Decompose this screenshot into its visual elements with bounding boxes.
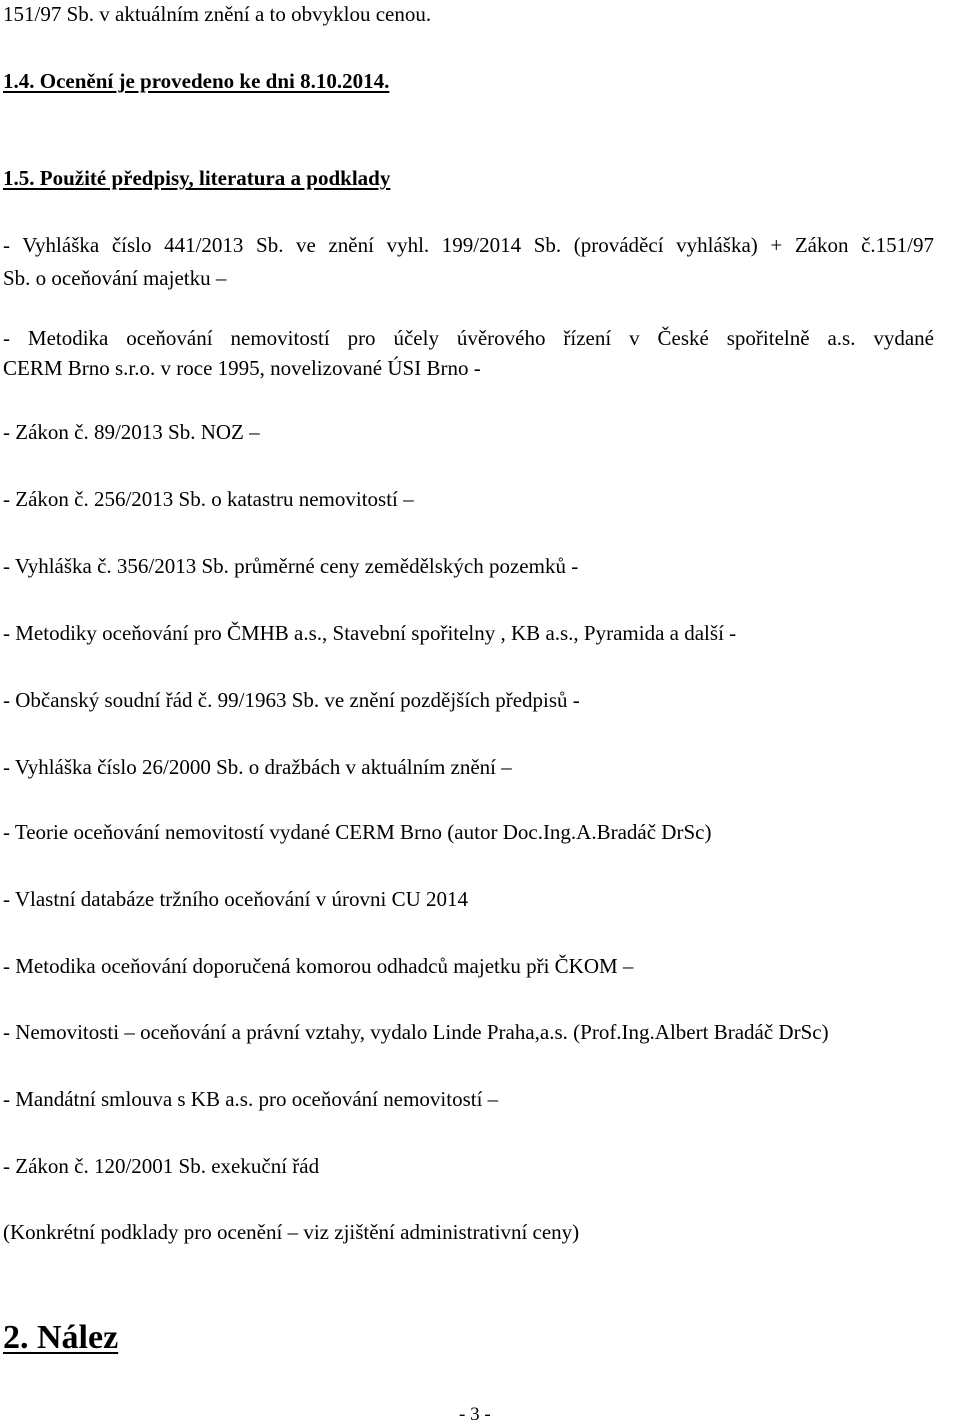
source-item-line: - Metodika oceňování doporučená komorou odhadců majetku při ČKOM – <box>3 954 634 978</box>
source-item-line: - Vyhláška č. 356/2013 Sb. průměrné ceny zemědělských pozemků - <box>3 554 579 578</box>
intro-line: 151/97 Sb. v aktuálním znění a to obvyklou cenou. <box>3 2 432 26</box>
source-item-line: - Mandátní smlouva s KB a.s. pro oceňování nemovitostí – <box>3 1087 499 1111</box>
source-item-line: - Vyhláška číslo 441/2013 Sb. ve znění vyhl. 199/2014 Sb. (prováděcí vyhláška) + Zákon č.151/97 <box>3 233 934 257</box>
source-item-line: - Nemovitosti – oceňování a právní vztahy, vydalo Linde Praha,a.s. (Prof.Ing.Albert Bradáč DrSc) <box>3 1020 829 1044</box>
section-1-5-heading: 1.5. Použité předpisy, literatura a podklady <box>3 166 391 190</box>
source-item-line: CERM Brno s.r.o. v roce 1995, novelizované ÚSI Brno - <box>3 356 481 380</box>
source-item-line: - Zákon č. 120/2001 Sb. exekuční řád <box>3 1154 320 1178</box>
source-item-line: - Metodiky oceňování pro ČMHB a.s., Stavební spořitelny , KB a.s., Pyramida a další - <box>3 621 737 645</box>
source-item-line: - Zákon č. 256/2013 Sb. o katastru nemovitostí – <box>3 487 414 511</box>
source-item-line: - Vlastní databáze tržního oceňování v úrovni CU 2014 <box>3 887 468 911</box>
page-number: - 3 - <box>459 1404 491 1425</box>
source-item-line: - Metodika oceňování nemovitostí pro účely úvěrového řízení v České spořitelně a.s. vydané <box>3 326 934 350</box>
source-note: (Konkrétní podklady pro ocenění – viz zjištění administrativní ceny) <box>3 1220 580 1244</box>
section-2-heading: 2. Nález <box>3 1319 119 1356</box>
source-item-line: - Vyhláška číslo 26/2000 Sb. o dražbách v aktuálním znění – <box>3 755 512 779</box>
source-item-line: Sb. o oceňování majetku – <box>3 266 227 290</box>
source-item-line: - Teorie oceňování nemovitostí vydané CERM Brno (autor Doc.Ing.A.Bradáč DrSc) <box>3 820 712 844</box>
source-item-line: - Občanský soudní řád č. 99/1963 Sb. ve znění pozdějších předpisů - <box>3 688 580 712</box>
source-item-line: - Zákon č. 89/2013 Sb. NOZ – <box>3 420 260 444</box>
section-1-4-heading: 1.4. Ocenění je provedeno ke dni 8.10.2014. <box>3 69 390 93</box>
